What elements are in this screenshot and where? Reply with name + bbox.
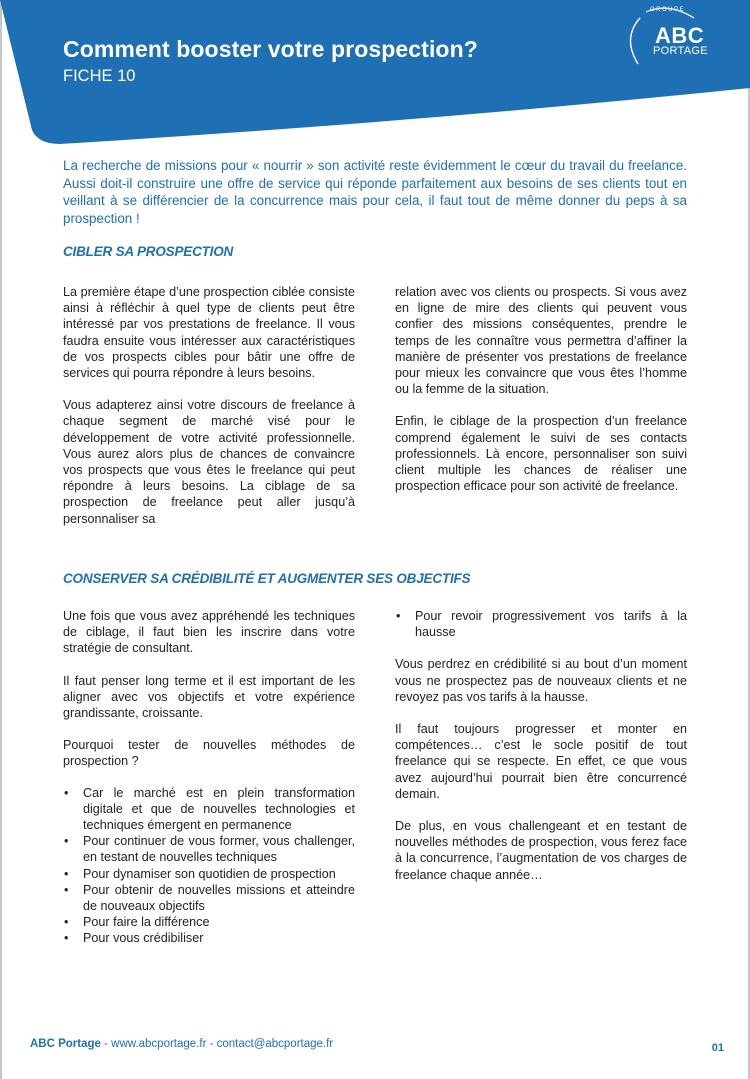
logo-groupe-text: GROUPE bbox=[650, 7, 686, 13]
intro-paragraph: La recherche de missions pour « nourrir » son activité reste évidemment le cœur du travail du freelance. Aussi doit-il construire une offre de service qui réponde parfaitement aux besoins de ses clients tout en veillant à se différencier de la concurrence mais pour cela, il faut tout de même donner du peps à sa prospection ! bbox=[63, 158, 687, 226]
bullet-item: • Pour vous crédibiliser bbox=[63, 930, 355, 946]
logo-portage-text: PORTAGE bbox=[653, 45, 708, 57]
abc-portage-logo bbox=[618, 4, 713, 76]
paragraph: Il faut penser long terme et il est important de les aligner avec vos objectifs et votre expérience grandissante, croissante. bbox=[63, 673, 355, 721]
reasons-bullet-list bbox=[63, 785, 355, 947]
footer-contact bbox=[30, 1038, 333, 1050]
page-number: 01 bbox=[711, 1042, 724, 1054]
paragraph: Enfin, le ciblage de la prospection d’un freelance comprend également le suivi de ses contacts professionnels. Là encore, personnaliser son suivi client multiple les chances de réaliser une prospection efficace pour son activité de freelance. bbox=[395, 414, 687, 494]
bullet-item: • Pour obtenir de nouvelles missions et atteindre de nouveaux objectifs bbox=[63, 882, 355, 914]
paragraph: Vous adapterez ainsi votre discours de freelance à chaque segment de marché visé pour le développement de votre activité professionnelle. Vous aurez alors plus de chances de convaincre vos prospects que vous êtes le freelance qui peut répondre à leurs besoins. La ciblage de sa prospection de freelance peut aller jusqu’à personnaliser sa bbox=[63, 398, 355, 526]
paragraph: De plus, en vous challengeant et en testant de nouvelles méthodes de prospection, vous ferez face à la concurrence, l’augmentation de vos charges de freelance chaque année… bbox=[395, 819, 687, 882]
paragraph: relation avec vos clients ou prospects. Si vous avez en ligne de mire des clients qui peuvent vous confier des missions conséquentes, prendre le temps de les connaître vous permettra d’affiner la manière de présenter vos prestations de freelance pour mieux les convaincre que vous êtes l’homme ou la femme de la situation. bbox=[395, 285, 687, 397]
paragraph: Pourquoi tester de nouvelles méthodes de prospection ? bbox=[63, 738, 355, 769]
paragraph: La première étape d’une prospection ciblée consiste ainsi à réfléchir à quel type de clients peut être intéressé par vos prestations de freelance. Il vous faudra ensuite vous intéresser aux caractéristiques de vos prospects cibles pour bâtir une offre de services qui pourra répondre à leurs besoins. bbox=[63, 285, 355, 381]
page-left-border bbox=[0, 0, 2, 1079]
bullet-item: • Pour revoir progressivement vos tarifs à la hausse bbox=[395, 608, 687, 640]
section1-column-left bbox=[63, 284, 355, 543]
bullet-item: • Pour faire la différence bbox=[63, 914, 355, 930]
logo-abc-text: ABC bbox=[655, 23, 705, 48]
fiche-number: FICHE 10 bbox=[63, 67, 136, 85]
section2-column-left bbox=[63, 608, 355, 947]
paragraph: Une fois que vous avez appréhendé les techniques de ciblage, il faut bien les inscrire dans votre stratégie de consultant. bbox=[63, 609, 355, 656]
paragraph: Il faut toujours progresser et monter en compétences… c’est le socle positif de tout freelance qui se respecte. En effet, ce que vous avez aujourd’hui pourrait bien être concurrencé demain. bbox=[395, 722, 687, 801]
bullet-item: • Car le marché est en plein transformation digitale et que de nouvelles technologies et techniques émergent en permanence bbox=[63, 785, 355, 834]
section-heading-conserver: CONSERVER SA CRÉDIBILITÉ ET AUGMENTER SES OBJECTIFS bbox=[63, 571, 471, 586]
bullet-item: • Pour dynamiser son quotidien de prospection bbox=[63, 866, 355, 882]
page-title: Comment booster votre prospection? bbox=[63, 36, 478, 62]
paragraph: Vous perdrez en crédibilité si au bout d’un moment vous ne prospectez pas de nouveaux clients et ne revoyez pas vos tarifs à la hausse. bbox=[395, 657, 687, 704]
reasons-bullet-list-continued bbox=[395, 608, 687, 640]
section2-column-right bbox=[395, 608, 687, 899]
section-heading-cibler: CIBLER SA PROSPECTION bbox=[63, 244, 234, 259]
footer-links: - www.abcportage.fr - contact@abcportage.fr bbox=[100, 1038, 334, 1050]
footer-brand: ABC Portage bbox=[30, 1038, 101, 1050]
section1-column-right bbox=[395, 284, 687, 510]
bullet-item: • Pour continuer de vous former, vous challenger, en testant de nouvelles techniques bbox=[63, 833, 355, 865]
